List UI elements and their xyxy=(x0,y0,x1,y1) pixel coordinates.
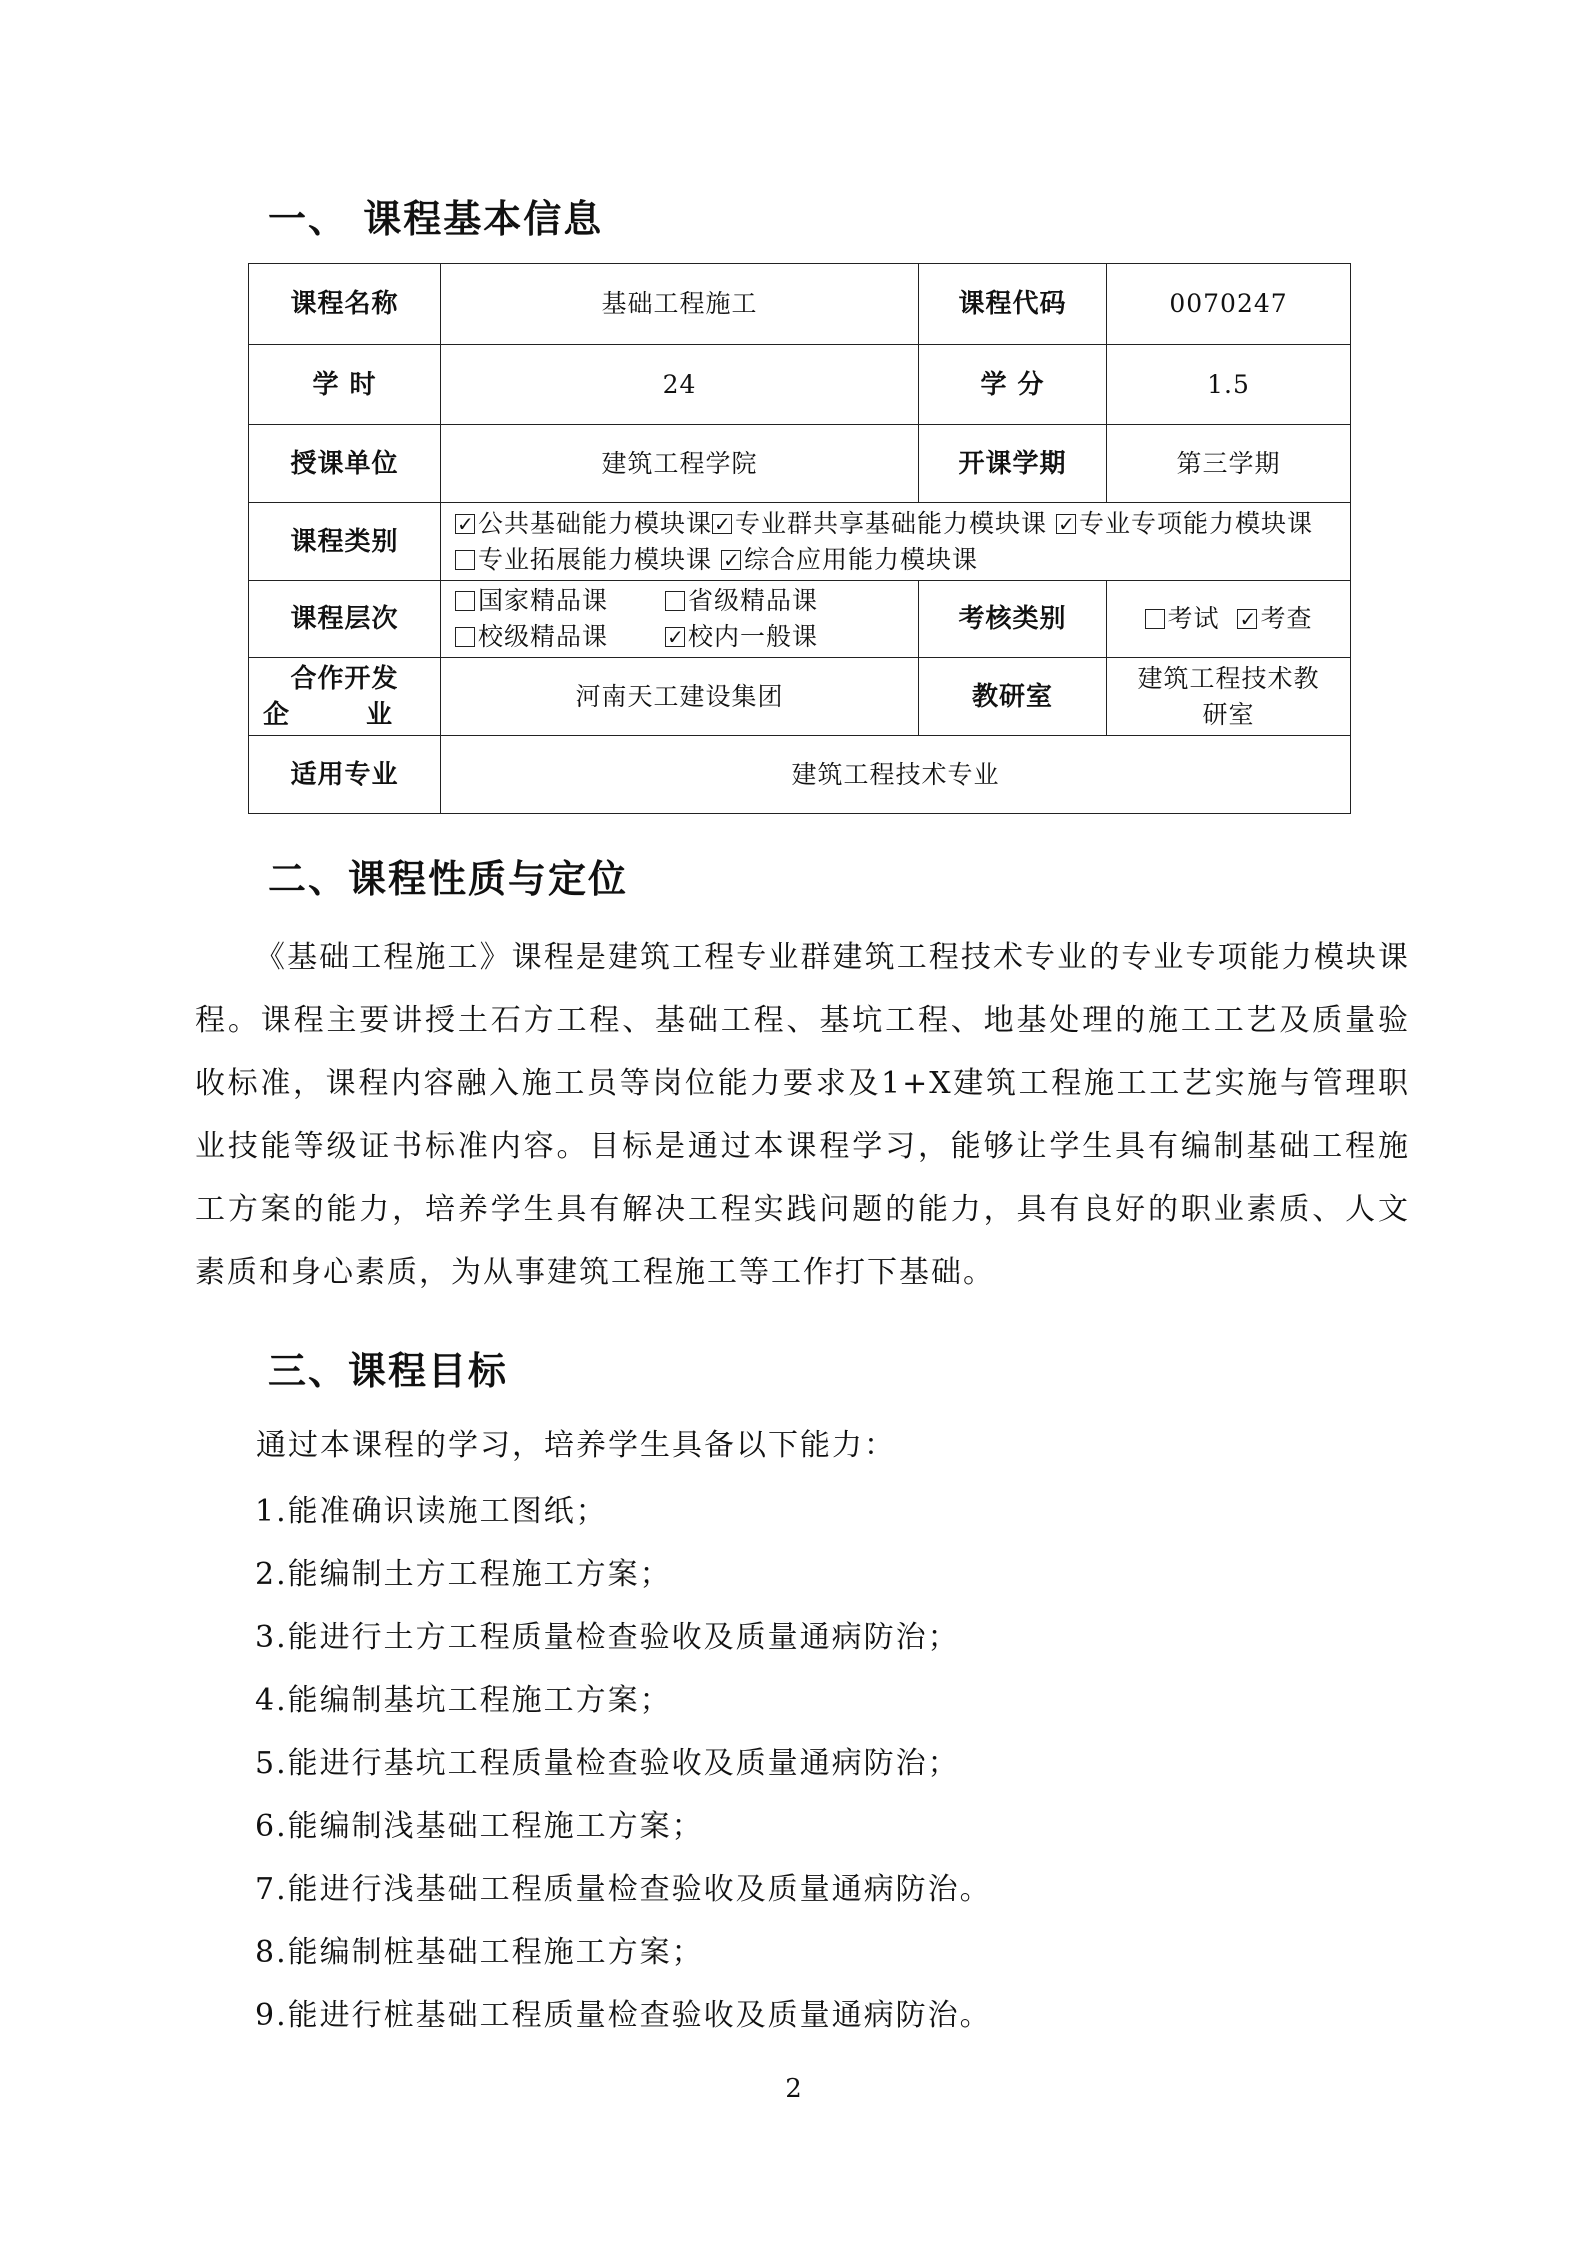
label-course-code: 课程代码 xyxy=(919,264,1107,345)
label-hours: 学 时 xyxy=(249,345,441,425)
table-row xyxy=(249,425,1351,503)
table-row xyxy=(249,264,1351,345)
course-info-table xyxy=(248,263,1351,814)
category-option: 专业拓展能力模块课 xyxy=(455,545,712,574)
level-option: 校级精品课 xyxy=(455,619,665,655)
value-semester: 第三学期 xyxy=(1107,425,1351,503)
table-row xyxy=(249,345,1351,425)
label-teaching-office: 教研室 xyxy=(919,658,1107,736)
list-item: 1.能准确识读施工图纸； xyxy=(255,1494,608,1529)
checkbox-icon xyxy=(721,550,741,570)
checkbox-icon xyxy=(455,627,475,647)
level-option: 省级精品课 xyxy=(665,586,818,615)
checkbox-icon xyxy=(1237,609,1257,629)
label-credits: 学 分 xyxy=(919,345,1107,425)
list-item: 2.能编制土方工程施工方案； xyxy=(255,1557,672,1592)
table-row xyxy=(249,736,1351,814)
checkbox-icon xyxy=(455,591,475,611)
category-option: ✓ 专业专项能力模块课 xyxy=(1056,509,1313,538)
label-course-level: 课程层次 xyxy=(249,581,441,658)
label-course-name: 课程名称 xyxy=(249,264,441,345)
checkbox-icon xyxy=(665,591,685,611)
section-title-basic-info: 一、 课程基本信息 xyxy=(268,197,604,241)
course-category-options xyxy=(441,503,1351,581)
value-credits: 1.5 xyxy=(1107,345,1351,425)
value-partner-enterprise: 河南天工建设集团 xyxy=(441,658,919,736)
checkbox-icon xyxy=(1056,514,1076,534)
label-semester: 开课学期 xyxy=(919,425,1107,503)
category-option: ✓ 综合应用能力模块课 xyxy=(721,545,978,574)
label-partner-enterprise: 合作开发 企 业 xyxy=(249,658,441,736)
label-assessment-type: 考核类别 xyxy=(919,581,1107,658)
value-course-code: 0070247 xyxy=(1107,264,1351,345)
label-course-category: 课程类别 xyxy=(249,503,441,581)
category-option: ✓公共基础能力模块课 xyxy=(455,509,712,538)
value-teaching-office: 建筑工程技术教 研室 xyxy=(1107,658,1351,736)
value-applicable-major: 建筑工程技术专业 xyxy=(441,736,1351,814)
list-item: 9.能进行桩基础工程质量检查验收及质量通病防治。 xyxy=(255,1998,992,2033)
value-teaching-unit: 建筑工程学院 xyxy=(441,425,919,503)
checkbox-icon xyxy=(455,514,475,534)
table-row xyxy=(249,658,1351,736)
assessment-option: ✓ 考查 xyxy=(1237,604,1312,633)
list-item: 7.能进行浅基础工程质量检查验收及质量通病防治。 xyxy=(255,1872,992,1907)
table-row xyxy=(249,581,1351,658)
level-option: 国家精品课 xyxy=(455,583,665,619)
list-item: 4.能编制基坑工程施工方案； xyxy=(255,1683,672,1718)
goals-list xyxy=(255,1480,992,2047)
label-applicable-major: 适用专业 xyxy=(249,736,441,814)
value-hours: 24 xyxy=(441,345,919,425)
goals-intro: 通过本课程的学习，培养学生具备以下能力： xyxy=(256,1428,896,1463)
category-option: ✓ 专业群共享基础能力模块课 xyxy=(712,509,1047,538)
nature-paragraph: 《基础工程施工》课程是建筑工程专业群建筑工程技术专业的专业专项能力模块课程。课程主要讲授土石方工程、基础工程、基坑工程、地基处理的施工工艺及质量验收标准，课程内容融入施工员等岗位能力要求及1+X建筑工程施工工艺实施与管理职业技能等级证书标准内容。目标是通过本课程学习，能够让学生具有编制基础工程施工方案的能力，培养学生具有解决工程实践问题的能力，具有良好的职业素质、人文素质和身心素质，为从事建筑工程施工等工作打下基础。 xyxy=(195,940,1410,1290)
label-teaching-unit: 授课单位 xyxy=(249,425,441,503)
list-item: 8.能编制桩基础工程施工方案； xyxy=(255,1935,704,1970)
section-title-nature: 二、课程性质与定位 xyxy=(268,857,629,901)
level-option: ✓ 校内一般课 xyxy=(665,622,818,651)
value-course-name: 基础工程施工 xyxy=(441,264,919,345)
checkbox-icon xyxy=(1145,609,1165,629)
checkbox-icon xyxy=(712,514,732,534)
table-row xyxy=(249,503,1351,581)
list-item: 6.能编制浅基础工程施工方案； xyxy=(255,1809,704,1844)
page-number: 2 xyxy=(785,2074,802,2104)
list-item: 3.能进行土方工程质量检查验收及质量通病防治； xyxy=(255,1620,960,1655)
section-title-goals: 三、课程目标 xyxy=(268,1349,509,1393)
assessment-options xyxy=(1107,581,1351,658)
assessment-option: 考试 xyxy=(1145,604,1220,633)
checkbox-icon xyxy=(455,550,475,570)
course-level-options xyxy=(441,581,919,658)
list-item: 5.能进行基坑工程质量检查验收及质量通病防治； xyxy=(255,1746,960,1781)
checkbox-icon xyxy=(665,627,685,647)
